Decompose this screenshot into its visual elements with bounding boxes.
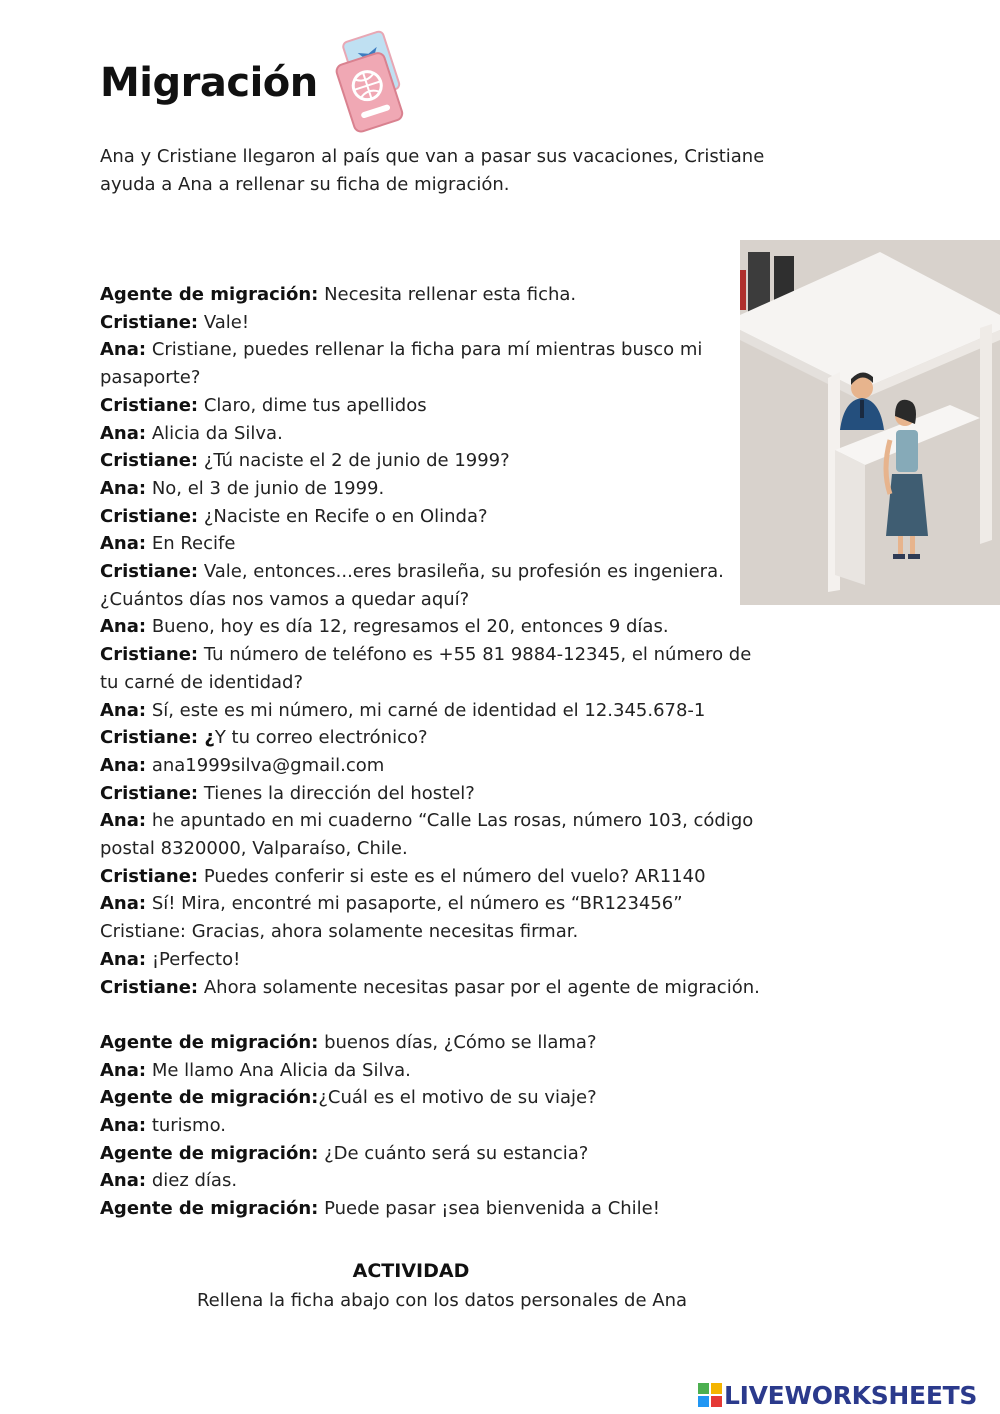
dialogue-line — [100, 752, 790, 780]
speaker: Ana: — [100, 699, 147, 721]
utterance: No, el 3 de junio de 1999. — [146, 477, 385, 499]
dialogue-line — [100, 503, 790, 531]
speaker: Ana: — [100, 1059, 147, 1081]
speaker: Cristiane: — [100, 450, 199, 472]
utterance: turismo. — [146, 1115, 227, 1137]
utterance: Vale! — [198, 311, 250, 333]
speaker: Ana: — [100, 533, 147, 555]
speaker: Ana: — [100, 477, 147, 499]
dialogue-line — [100, 780, 790, 808]
utterance: Vale, entonces...eres brasileña, su profesión es ingeniera. — [198, 561, 724, 583]
utterance: Necesita rellenar esta ficha. — [318, 284, 577, 305]
dialogue-line — [100, 1057, 790, 1085]
dialogue-line — [100, 475, 790, 503]
dialogue-line — [100, 558, 790, 586]
utterance: Sí, este es mi número, mi carné de identidad el 12.345.678-1 — [146, 699, 706, 721]
speaker: Cristiane: ¿ — [100, 727, 215, 749]
activity-title: ACTIVIDAD — [352, 1260, 470, 1282]
utterance: En Recife — [146, 533, 236, 555]
speaker: Ana: — [100, 339, 147, 361]
utterance: Alicia da Silva. — [146, 422, 283, 444]
brand-logo — [698, 1380, 977, 1410]
dialogue-line — [100, 863, 790, 891]
speaker: Ana: — [100, 948, 147, 970]
dialogue-line — [100, 890, 790, 918]
speaker: Ana: — [100, 893, 147, 915]
utterance: Claro, dime tus apellidos — [198, 394, 427, 416]
dialogue — [100, 281, 790, 1223]
speaker: Cristiane: — [100, 976, 199, 998]
dialogue-line — [100, 807, 790, 862]
speaker: Ana: — [100, 754, 147, 776]
utterance: Puedes conferir si este es el número del vuelo? AR1140 — [198, 865, 706, 887]
utterance: ¿Cuál es el motivo de su viaje? — [318, 1087, 597, 1109]
dialogue-line — [100, 613, 790, 641]
dialogue-line — [100, 447, 790, 475]
utterance: Puede pasar ¡sea bienvenida a Chile! — [318, 1198, 660, 1220]
speaker: Ana: — [100, 1115, 147, 1137]
utterance: ¿Tú naciste el 2 de junio de 1999? — [198, 450, 510, 472]
utterance: Me llamo Ana Alicia da Silva. — [146, 1059, 411, 1081]
dialogue-line — [100, 530, 790, 558]
utterance: diez días. — [146, 1170, 238, 1192]
speaker: Agente de migración: — [100, 1198, 319, 1220]
speaker: Agente de migración: — [100, 1087, 319, 1109]
utterance: he apuntado en mi cuaderno “Calle Las rosas, número 103, código postal 8320000, Valparaíso, Chile. — [100, 810, 754, 860]
speaker: Cristiane: — [100, 865, 199, 887]
brand-name: LIVEWORKSHEETS — [724, 1380, 978, 1410]
page-title: Migración — [100, 60, 318, 106]
utterance: ¿Naciste en Recife o en Olinda? — [198, 505, 488, 527]
utterance: Y tu correo electrónico? — [214, 727, 428, 749]
dialogue-line — [100, 392, 790, 420]
utterance: Cristiane: Gracias, ahora solamente necesitas firmar. — [100, 921, 579, 943]
dialogue-line — [100, 586, 790, 614]
dialogue-line — [100, 309, 790, 337]
dialogue-line — [100, 336, 740, 391]
utterance: Tienes la dirección del hostel? — [198, 782, 475, 804]
speaker: Cristiane: — [100, 311, 199, 333]
speaker: Cristiane: — [100, 394, 199, 416]
speaker: Ana: — [100, 1170, 147, 1192]
utterance: buenos días, ¿Cómo se llama? — [318, 1031, 597, 1053]
utterance: ¿Cuántos días nos vamos a quedar aquí? — [100, 588, 470, 610]
passport-icon — [318, 30, 414, 140]
speaker: Ana: — [100, 422, 147, 444]
utterance: Ahora solamente necesitas pasar por el agente de migración. — [198, 976, 760, 998]
dialogue-line — [100, 974, 790, 1002]
speaker: Cristiane: — [100, 505, 199, 527]
dialogue-line — [100, 1167, 790, 1195]
speaker: Cristiane: — [100, 644, 199, 666]
intro-paragraph: Ana y Cristiane llegaron al país que van a pasar sus vacaciones, Cristiane ayuda a Ana a rellenar su ficha de migración. — [100, 146, 765, 195]
speaker: Cristiane: — [100, 782, 199, 804]
speaker: Agente de migración: — [100, 1142, 319, 1164]
speaker: Ana: — [100, 810, 147, 832]
dialogue-line — [100, 1140, 790, 1168]
speaker: Agente de migración: — [100, 1031, 319, 1053]
dialogue-line — [100, 946, 790, 974]
utterance: ¡Perfecto! — [146, 948, 241, 970]
utterance: ana1999silva@gmail.com — [146, 754, 385, 776]
dialogue-line — [100, 281, 790, 309]
dialogue-line — [100, 420, 790, 448]
immigration-booth-illustration — [740, 240, 1000, 605]
dialogue-line — [100, 1112, 790, 1140]
liveworksheets-badge-icon — [698, 1383, 722, 1407]
dialogue-line — [100, 1084, 790, 1112]
utterance: Cristiane, puedes rellenar la ficha para mí mientras busco mi pasaporte? — [100, 339, 703, 389]
utterance: Tu número de teléfono es +55 81 9884-12345, el número de tu carné de identidad? — [100, 644, 752, 693]
utterance: Sí! Mira, encontré mi pasaporte, el número es “BR123456” — [146, 893, 683, 915]
speaker: Cristiane: — [100, 561, 199, 583]
dialogue-line — [100, 918, 790, 946]
utterance: Bueno, hoy es día 12, regresamos el 20, entonces 9 días. — [146, 616, 669, 638]
activity-instructions: Rellena la ficha abajo con los datos personales de Ana — [196, 1290, 688, 1311]
dialogue-line — [100, 641, 775, 696]
speaker: Ana: — [100, 616, 147, 638]
dialogue-line — [100, 1195, 790, 1223]
dialogue-line — [100, 697, 790, 725]
speaker: Agente de migración: — [100, 284, 319, 305]
dialogue-line — [100, 724, 790, 752]
dialogue-line — [100, 1029, 790, 1057]
utterance: ¿De cuánto será su estancia? — [318, 1142, 589, 1164]
